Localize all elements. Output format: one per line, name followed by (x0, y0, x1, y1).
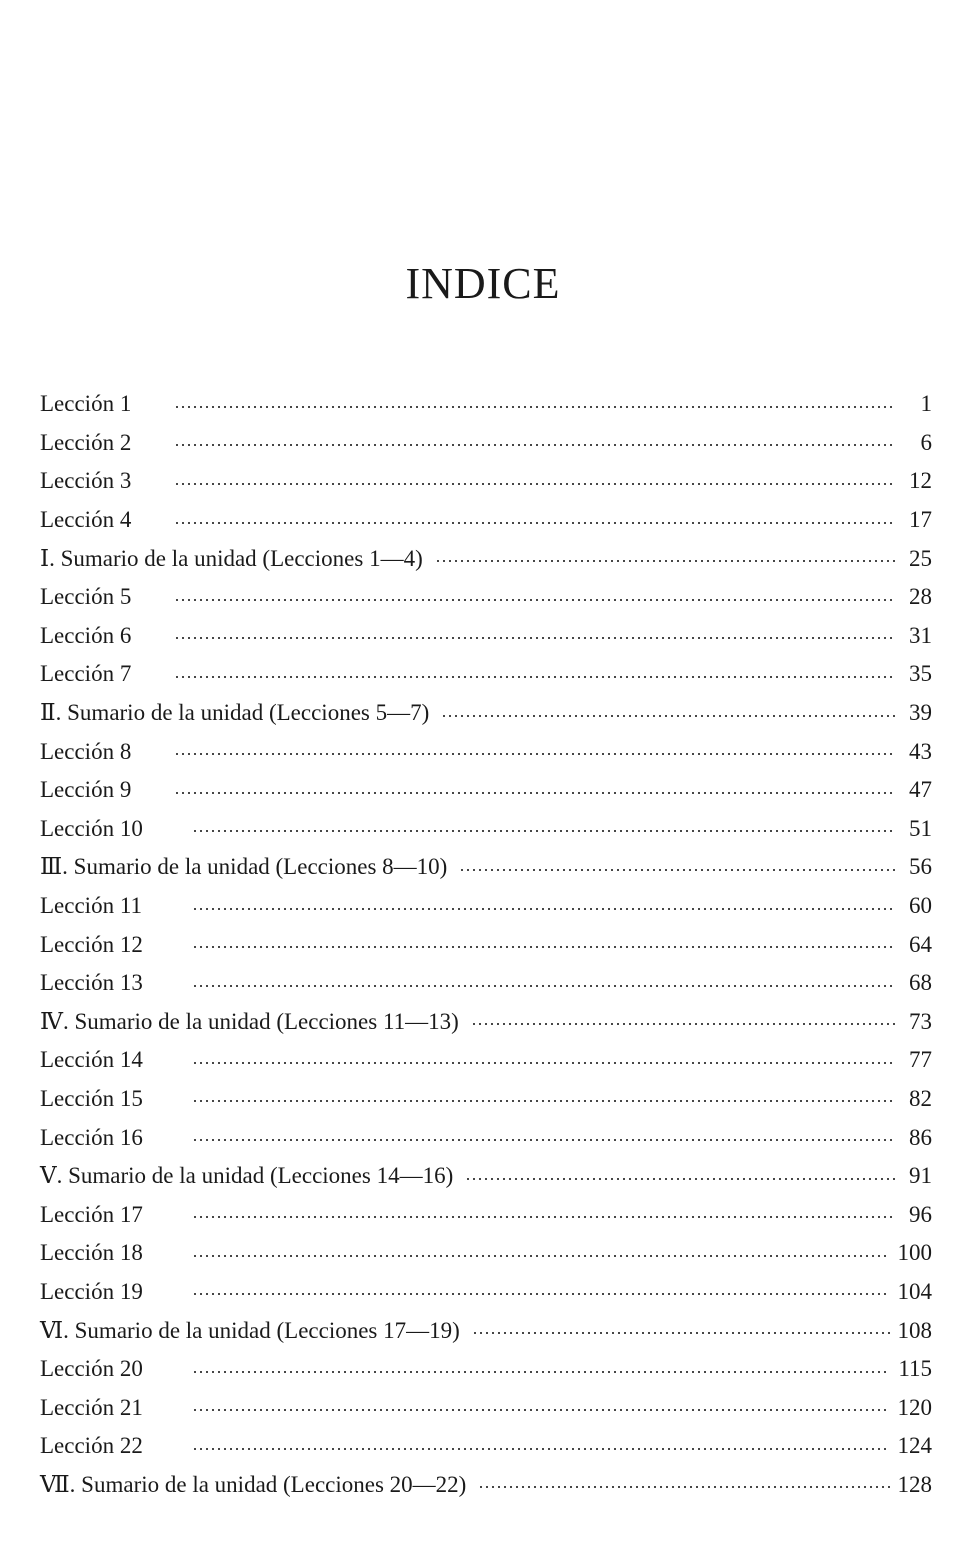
dot-leader (192, 1203, 896, 1226)
table-of-contents (40, 385, 932, 1504)
dot-leader (192, 1435, 890, 1458)
toc-entry-page-number: 77 (909, 1047, 932, 1073)
dot-leader (435, 547, 896, 570)
toc-entry-page-number: 86 (909, 1124, 932, 1150)
toc-entry-label: Lección 12 (40, 931, 143, 957)
dot-leader (174, 624, 896, 647)
toc-entry-label: Ⅶ. Sumario de la unidad (Lecciones 20—22) (40, 1471, 467, 1497)
toc-lesson-entry[interactable] (40, 1427, 932, 1466)
dot-leader (174, 663, 896, 686)
toc-lesson-entry[interactable] (40, 887, 932, 926)
dot-leader (192, 1049, 896, 1072)
dot-leader (174, 586, 896, 609)
toc-entry-page-number: 73 (909, 1008, 932, 1034)
toc-lesson-entry[interactable] (40, 1041, 932, 1080)
toc-entry-label: Lección 10 (40, 815, 143, 841)
dot-leader (192, 817, 896, 840)
toc-entry-page-number: 100 (897, 1240, 932, 1266)
toc-lesson-entry[interactable] (40, 385, 932, 424)
toc-entry-label: Lección 17 (40, 1201, 143, 1227)
toc-lesson-entry[interactable] (40, 1234, 932, 1273)
toc-entry-page-number: 91 (909, 1163, 932, 1189)
toc-lesson-entry[interactable] (40, 617, 932, 656)
toc-lesson-entry[interactable] (40, 1118, 932, 1157)
toc-entry-page-number: 39 (909, 700, 932, 726)
toc-summary-entry[interactable] (40, 1003, 932, 1042)
toc-lesson-entry[interactable] (40, 578, 932, 617)
toc-entry-label: Ⅲ. Sumario de la unidad (Lecciones 8—10) (40, 854, 448, 880)
toc-entry-label: Ⅱ. Sumario de la unidad (Lecciones 5—7) (40, 700, 430, 726)
dot-leader (174, 740, 896, 763)
toc-entry-label: Lección 15 (40, 1085, 143, 1111)
dot-leader (174, 431, 896, 454)
toc-entry-label: Lección 1 (40, 391, 132, 417)
toc-lesson-entry[interactable] (40, 771, 932, 810)
toc-entry-label: Lección 21 (40, 1394, 143, 1420)
toc-entry-page-number: 47 (909, 777, 932, 803)
dot-leader (192, 1242, 890, 1265)
toc-entry-page-number: 124 (897, 1433, 932, 1459)
toc-entry-label: Lección 6 (40, 622, 132, 648)
toc-entry-label: Lección 13 (40, 970, 143, 996)
toc-entry-page-number: 35 (909, 661, 932, 687)
dot-leader (192, 972, 896, 995)
toc-entry-label: Lección 8 (40, 738, 132, 764)
dot-leader (478, 1473, 889, 1496)
toc-lesson-entry[interactable] (40, 964, 932, 1003)
toc-lesson-entry[interactable] (40, 1350, 932, 1389)
toc-entry-label: Lección 22 (40, 1433, 143, 1459)
dot-leader (465, 1165, 896, 1188)
toc-entry-label: Lección 5 (40, 584, 132, 610)
toc-lesson-entry[interactable] (40, 462, 932, 501)
toc-entry-label: Ⅳ. Sumario de la unidad (Lecciones 11—13) (40, 1008, 459, 1034)
toc-entry-page-number: 1 (920, 391, 932, 417)
toc-entry-page-number: 120 (897, 1394, 932, 1420)
toc-entry-label: Lección 14 (40, 1047, 143, 1073)
toc-entry-label: Lección 7 (40, 661, 132, 687)
toc-entry-label: Lección 18 (40, 1240, 143, 1266)
toc-lesson-entry[interactable] (40, 1080, 932, 1119)
toc-entry-page-number: 82 (909, 1085, 932, 1111)
toc-entry-page-number: 96 (909, 1201, 932, 1227)
toc-entry-label: Lección 20 (40, 1356, 143, 1382)
toc-summary-entry[interactable] (40, 1311, 932, 1350)
page-title: INDICE (405, 259, 561, 308)
toc-entry-label: Lección 11 (40, 893, 142, 919)
toc-entry-page-number: 51 (909, 815, 932, 841)
dot-leader (192, 933, 896, 956)
dot-leader (441, 702, 896, 725)
toc-summary-entry[interactable] (40, 1466, 932, 1505)
toc-lesson-entry[interactable] (40, 501, 932, 540)
toc-entry-page-number: 115 (898, 1356, 932, 1382)
toc-entry-page-number: 68 (909, 970, 932, 996)
dot-leader (192, 1126, 896, 1149)
dot-leader (174, 470, 896, 493)
toc-entry-page-number: 25 (909, 545, 932, 571)
toc-entry-page-number: 60 (909, 893, 932, 919)
toc-summary-entry[interactable] (40, 539, 932, 578)
dot-leader (192, 1396, 890, 1419)
toc-lesson-entry[interactable] (40, 810, 932, 849)
toc-lesson-entry[interactable] (40, 655, 932, 694)
toc-entry-page-number: 128 (897, 1471, 932, 1497)
dot-leader (471, 1010, 896, 1033)
toc-entry-page-number: 108 (897, 1317, 932, 1343)
toc-entry-label: Ⅴ. Sumario de la unidad (Lecciones 14—16) (40, 1163, 454, 1189)
toc-entry-label: Lección 3 (40, 468, 132, 494)
dot-leader (192, 1280, 890, 1303)
toc-lesson-entry[interactable] (40, 1273, 932, 1312)
dot-leader (174, 509, 896, 532)
toc-entry-label: Ⅰ. Sumario de la unidad (Lecciones 1—4) (40, 545, 423, 571)
toc-lesson-entry[interactable] (40, 1388, 932, 1427)
toc-lesson-entry[interactable] (40, 424, 932, 463)
toc-entry-page-number: 12 (909, 468, 932, 494)
toc-lesson-entry[interactable] (40, 925, 932, 964)
dot-leader (192, 1358, 890, 1381)
toc-lesson-entry[interactable] (40, 732, 932, 771)
dot-leader (174, 393, 896, 416)
toc-entry-label: Lección 2 (40, 429, 132, 455)
toc-entry-page-number: 104 (897, 1278, 932, 1304)
toc-entry-page-number: 43 (909, 738, 932, 764)
dot-leader (192, 1087, 896, 1110)
toc-summary-entry[interactable] (40, 694, 932, 733)
toc-entry-page-number: 28 (909, 584, 932, 610)
dot-leader (472, 1319, 890, 1342)
dot-leader (192, 895, 896, 918)
toc-lesson-entry[interactable] (40, 1195, 932, 1234)
dot-leader (459, 856, 896, 879)
toc-entry-label: Lección 9 (40, 777, 132, 803)
toc-entry-label: Lección 16 (40, 1124, 143, 1150)
toc-summary-entry[interactable] (40, 848, 932, 887)
toc-entry-page-number: 6 (920, 429, 932, 455)
toc-entry-label: Lección 4 (40, 507, 132, 533)
toc-entry-page-number: 64 (909, 931, 932, 957)
toc-summary-entry[interactable] (40, 1157, 932, 1196)
toc-entry-page-number: 56 (909, 854, 932, 880)
toc-entry-label: Lección 19 (40, 1278, 143, 1304)
toc-entry-page-number: 17 (909, 507, 932, 533)
dot-leader (174, 779, 896, 802)
toc-entry-label: Ⅵ. Sumario de la unidad (Lecciones 17—19) (40, 1317, 460, 1343)
toc-entry-page-number: 31 (909, 622, 932, 648)
